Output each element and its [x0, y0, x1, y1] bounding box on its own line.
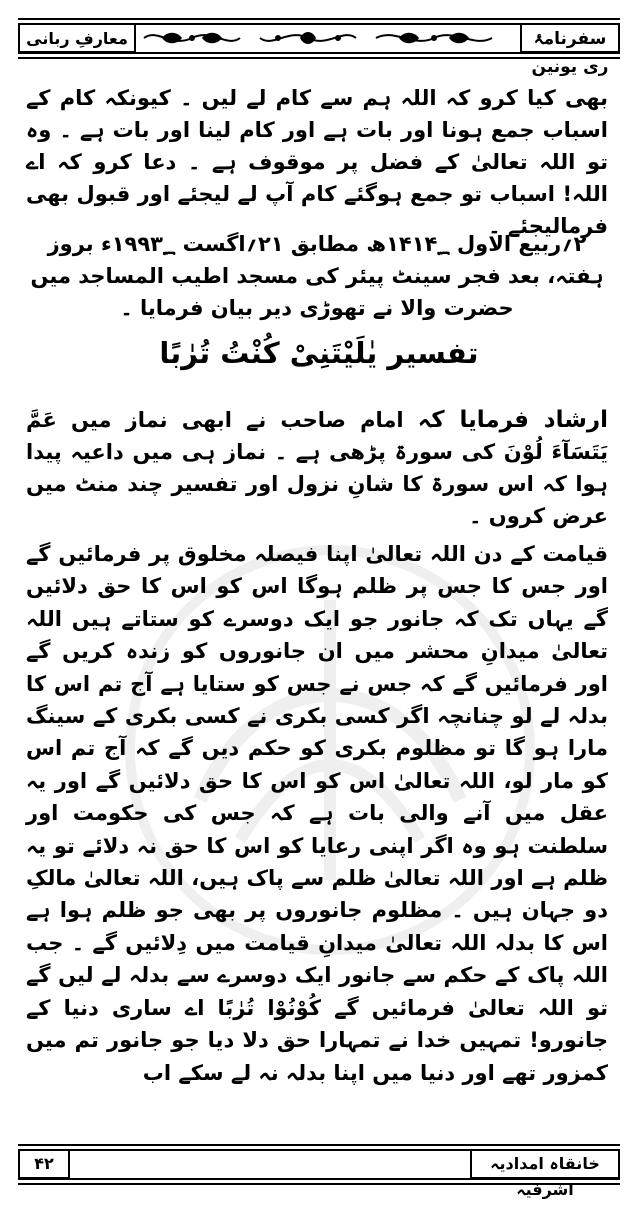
paragraph-date	[26, 228, 608, 324]
header-rule	[18, 18, 620, 20]
book-title: سفرنامۂ ری یونین	[520, 23, 620, 53]
paragraph-text: بھی کیا کرو کہ اللہ ہم سے کام لے لیں ۔ کیونکہ کام کے اسباب جمع ہونا اور بات ہے اور کام لینا اور بات ہے ۔ وہ تو اللہ تعالیٰ کے فضل پر موقوف ہے ۔ دعا کرو کہ اے اللہ! اسباب تو جمع ہوگئے کام آپ لے لیجئے اور قبول بھی فرمالیجئے ۔	[26, 86, 608, 238]
irshad-lead: ارشاد فرمایا کہ	[417, 407, 608, 433]
paragraph-intro	[26, 82, 608, 242]
page-header	[18, 14, 620, 77]
footer-title: خانقاہ امدادیہ اشرفیہ	[470, 1149, 620, 1179]
ornament-icon	[258, 26, 358, 50]
paragraph-text: امام صاحب نے ابھی نماز میں عَمَّ یَتَسَآءَ لُوْنَ کی سورۃ پڑھی ہے ۔ نماز ہی میں داعیہ پیدا ہوا کہ اس سورۃ کا شانِ نزول اور تفسیر چند منٹ میں عرض کروں ۔	[26, 408, 608, 528]
ornament-icon	[374, 26, 494, 50]
paragraph-irshad	[26, 404, 608, 532]
page-number: ۴۲	[18, 1149, 70, 1179]
page-footer	[18, 1144, 620, 1199]
footer-rule	[18, 1144, 620, 1146]
paragraph-text: قیامت کے دن اللہ تعالیٰ اپنا فیصلہ مخلوق پر فرمائیں گے اور جس کا جس پر ظلم ہوگا اس کو اس کا حق دلائیں گے یہاں تک کہ جانور جو ایک دوسرے کو ستاتے ہیں اللہ تعالیٰ میدانِ محشر میں ان جانوروں کو زندہ کریں گے اور فرمائیں گے کہ جس نے جس کو ستایا ہے آج تم اس کا بدلہ لے لو چنانچہ اگر کسی بکری نے کسی بکری کے سینگ مارا ہو گا تو مظلوم بکری کو حکم دیں گے کہ آج تم اس کو مار لو، اللہ تعالیٰ اس کو اس کا حق دلائیں گے اور یہ عقل میں آنے والی بات ہے کہ جس کی حکومت اور سلطنت ہو وہ اگر اپنی رعایا کو اس کا حق نہ دلائے تو یہ ظلم ہے اور اللہ تعالیٰ ظلم سے پاک ہیں، اللہ تعالیٰ مالکِ دو جہان ہیں ۔ مظلوم جانوروں پر بھی جو ظلم ہوا ہے اس کا بدلہ اللہ تعالیٰ میدانِ قیامت میں دِلائیں گے ۔ جب اللہ پاک کے حکم سے جانور ایک دوسرے سے بدلہ لے لیں گے تو اللہ تعالیٰ فرمائیں گے کُوْنُوْا تُرٰبًا اے ساری دنیا کے جانورو! تمہیں خدا نے تمہارا حق دلا دیا جو جانور تم میں کمزور تھے اور دنیا میں اپنا بدلہ نہ لے سکے اب	[26, 542, 608, 1085]
paragraph-qiyamat	[26, 538, 608, 1089]
header-rule	[18, 57, 620, 59]
section-heading: تفسیر یٰلَیْتَنِیْ کُنْتُ تُرٰبًا	[159, 336, 479, 370]
ornament-icon	[142, 26, 242, 50]
paragraph-text: ۲؍ربیع الاول ۱۴۱۴؁ھ مطابق ۲۱؍اگست ۱۹۹۳؁ء بروز ہفتہ، بعد فجر سینٹ پیئر کی مسجد اطیب المساجد میں حضرت والا نے تھوڑی دیر بیان فرمایا ۔	[30, 232, 604, 320]
section-title: معارفِ ربانی	[18, 23, 136, 53]
